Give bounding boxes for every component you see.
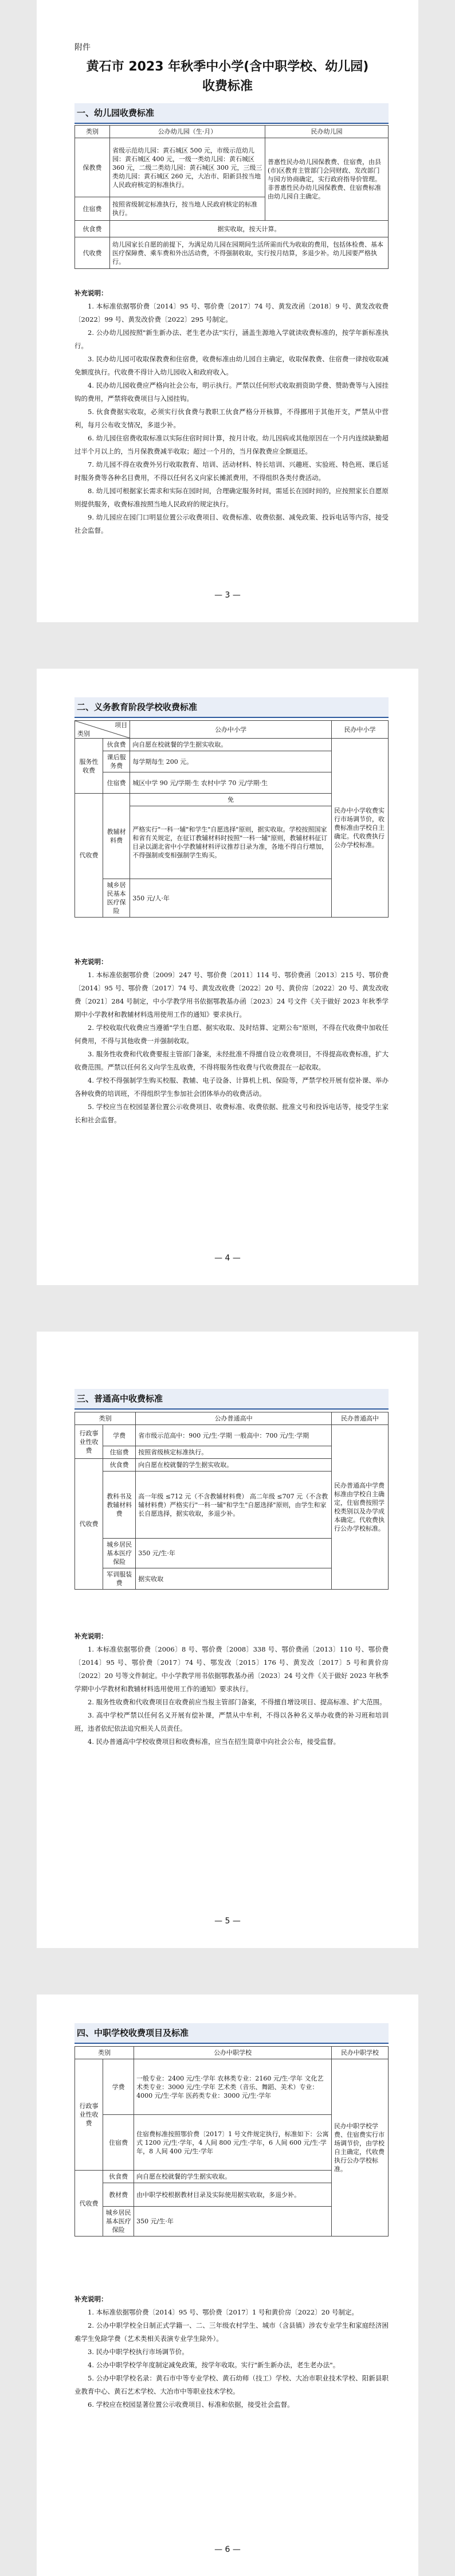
note-item: 5. 伙食费据实收取，必须实行伙食费与教职工伙食严格分开核算，不得挪用于其他开支，严禁从中营利，每月公布收支情况，多退少补。 xyxy=(74,408,389,429)
header-item: 项目 xyxy=(115,721,128,729)
note-item: 5. 公办中职学校名录：黄石市中等专业学校、黄石幼师（技工）学校、大冶市职业技术学校、阳新县职业教育中心、黄石艺术学校、大冶市中等职业技术学校。 xyxy=(74,2374,389,2395)
page-4 xyxy=(37,1995,418,2576)
note-item: 8. 幼儿园可根据家长需求和实际在园时间，合理确定服务时间，需延长在园时间的，应按照家长自愿原则提供服务，收费标准按照当地人民政府的规定执行。 xyxy=(74,487,389,508)
high-school-fee-table xyxy=(74,1412,389,1590)
col-category: 类别 xyxy=(75,2047,134,2059)
page-1 xyxy=(37,0,418,622)
col-public: 公办中职学校 xyxy=(134,2047,332,2059)
row-label: 城乡居民基本医疗保险 xyxy=(103,879,130,918)
col-category: 类别 xyxy=(75,1412,136,1425)
col-public: 公办中小学 xyxy=(130,721,332,739)
group-label: 代收费 xyxy=(75,2171,103,2237)
row-label: 伙食费 xyxy=(103,739,130,751)
section-1-heading: 一、幼儿园收费标准 xyxy=(74,103,389,124)
table-cell: 省级示范幼儿园：黄石城区 500 元，市级示范幼儿园：黄石城区 400 元，一级一类幼儿园：黄石城区 360 元，二级二类幼儿园：黄石城区 300 元，三级三类幼儿园：黄石城区 260 元，大冶市、阳新县按当地人民政府核定的标准执行。 xyxy=(110,138,265,197)
group-label: 服务性收费 xyxy=(75,739,103,794)
note-item: 4. 公办中职学校学年度制定减免政策，按学年收取。实行"新生新办法，老生老办法"。 xyxy=(88,2361,340,2369)
note-item: 4. 学校不得强制学生购买校服、教辅、电子设备、计算机上机、保险等，严禁学校开展有偿补课、举办各种收费的培训班，不得组织学生参加社会团体举办的收费活动。 xyxy=(74,1076,389,1098)
row-label: 军训服装费 xyxy=(103,1568,136,1590)
row-label: 伙食费 xyxy=(103,2171,134,2183)
table-cell: 普惠性民办幼儿园保教费、住宿费，由县(市)区教育主管部门会同财政、发改部门与园方协商确定，实行政府指导价管理。非普惠性民办幼儿园保教费、住宿费标准由幼儿园自主确定。 xyxy=(265,138,388,221)
section-4-heading: 四、中职学校收费项目及标准 xyxy=(74,2023,389,2044)
page-number: — 4 — xyxy=(214,1254,241,1263)
private-cell: 民办中小学收费实行市场调节价，收费标准由学校自主确定。代收费执行公办学校标准。 xyxy=(332,739,389,918)
table-cell: 一般专业：2400 元/生·学年 农林类专业：2160 元/生·学年 文化艺术类专业：3000 元/生·学年 艺术类（音乐、舞蹈、美术）专业：4000 元/生·学年 医药类专业：3000 元/生·学年 xyxy=(134,2059,332,2115)
page-number: — 5 — xyxy=(214,1917,241,1926)
table-cell: 按照省级制定标准执行，按当地人民政府核定的标准执行。 xyxy=(110,197,265,221)
group-label: 代收费 xyxy=(75,794,103,918)
notes-title: 补充说明： xyxy=(74,2295,108,2303)
note-item: 2. 学校收取代收费应当遵循"学生自愿、据实收取、及时结算、定期公布"原则，不得在代收费中加收任何费用，不得与其他收费一并强制收取。 xyxy=(74,1024,389,1045)
row-label: 住宿费 xyxy=(103,772,130,794)
row-label: 代收费 xyxy=(75,237,110,269)
doc-subtitle: 收费标准 xyxy=(202,79,253,93)
doc-title: 黄石市 2023 年秋季中小学(含中职学校、幼儿园) xyxy=(86,60,369,74)
page-number: — 6 — xyxy=(214,2545,241,2554)
group-label: 行政事业性收费 xyxy=(75,1425,103,1459)
note-item: 4. 民办普通高中学校收费项目和收费标准，应当在招生简章中向社会公布，接受监督。 xyxy=(88,1738,340,1746)
row-label: 教辅材料费 xyxy=(103,794,130,879)
vocational-fee-table xyxy=(74,2046,389,2237)
table-cell: 350 元/生·年 xyxy=(136,1539,332,1568)
note-item: 2. 服务性收费和代收费项目在收费前应当报主管部门备案，不得擅自增设项目、提高标准、扩大范围。 xyxy=(88,1698,386,1706)
table-cell: 城区中学 90 元/学期·生 农村中学 70 元/学期·生 xyxy=(130,772,332,794)
row-label: 教材费 xyxy=(103,2183,134,2207)
section-2-heading: 二、义务教育阶段学校收费标准 xyxy=(74,697,389,718)
note-item: 4. 民办幼儿园收费应严格向社会公布，明示执行。严禁以任何形式收取捐资助学费、赞助费等与入园挂钩的费用，严禁将收费项目与入园挂钩。 xyxy=(74,381,389,403)
row-label: 学费 xyxy=(103,1425,136,1446)
table-cell: 350 元/人·年 xyxy=(130,879,332,918)
attachment-label: 附件 xyxy=(74,43,91,52)
table-cell: 按照省级核定标准执行。 xyxy=(136,1446,332,1459)
note-item: 1. 本标准依据鄂价费〔2014〕95 号、鄂价费〔2017〕74 号、黄发改函〔2018〕9 号、黄发改收费〔2022〕99 号、黄发改价费〔2022〕295 号制定。 xyxy=(74,302,389,323)
group-label: 行政事业性收费 xyxy=(75,2059,103,2171)
notes-title: 补充说明： xyxy=(74,958,108,966)
table-cell: 向自愿在校就餐的学生据实收取。 xyxy=(130,739,332,751)
section-2-notes xyxy=(74,955,389,1127)
row-label: 课后服务费 xyxy=(103,751,130,772)
table-cell: 省市级示范高中：900 元/生·学期 一般高中：700 元/生·学期 xyxy=(136,1425,332,1446)
page-2 xyxy=(37,669,418,1285)
row-label: 保教费 xyxy=(75,138,110,197)
row-label: 伙食费 xyxy=(75,221,110,237)
note-item: 7. 幼儿园不得在收费外另行收取教育、培训、活动材料、特长培训、兴趣班、实验班、特色班、课后延时服务费等各种名目费用，不得以任何名义向家长摊派费用，不得组织各类付费活动。 xyxy=(74,460,389,482)
note-item: 1. 本标准依据鄂价费〔2006〕8 号、鄂价费〔2008〕338 号、鄂价费函〔2013〕110 号、鄂价费〔2014〕95 号、鄂价费〔2017〕74 号、鄂发改〔2015〕176 号、黄发改〔2017〕5 号和黄价房〔2022〕20 号等文件制定。中小学教学用书依据鄂教基办函〔2023〕24 号文件《关于做好 2023 年秋季学期中小学教材和教辅材料选用使用工作的通知》要求执行。 xyxy=(74,1645,389,1693)
notes-title: 补充说明： xyxy=(74,1632,108,1640)
col-private: 民办幼儿园 xyxy=(265,126,388,138)
col-private: 民办普通高中 xyxy=(332,1412,389,1425)
note-item: 3. 民办中职学校执行市场调节价。 xyxy=(88,2348,189,2356)
table-cell: 据实收取，按天计算。 xyxy=(110,221,389,237)
note-item: 3. 高中学校严禁以任何名义开展有偿补课，严禁从中牟利，不得以各种名义举办收费的补习班和培训班，违者依纪依法追究相关人员责任。 xyxy=(74,1711,389,1732)
note-item: 6. 学校应在校园显著位置公示收费项目、标准和依据，接受社会监督。 xyxy=(88,2401,294,2409)
diagonal-header xyxy=(75,721,130,739)
table-cell: 住宿费标准按照鄂价费〔2017〕1 号文件规定执行，标准如下：公寓式 1200 元/生·学年，4 人间 800 元/生·学年，6 人间 600 元/生·学年，8 人间 400 元/生·学年 xyxy=(134,2115,332,2171)
note-item: 2. 公办中职学校全日制正式学籍一、二、三年级农村学生、城市（含县镇）涉农专业学生和家庭经济困难学生免除学费（艺术类相关表演专业学生除外）。 xyxy=(74,2321,389,2343)
note-item: 5. 学校应当在校园显著位置公示收费项目、收费标准、收费依据、批准文号和投诉电话等，接受学生家长和社会监督。 xyxy=(74,1103,389,1124)
table-cell: 幼儿园家长自愿的前提下，为满足幼儿园在园期间生活所需而代为收取的费用，包括体检费、基本医疗保障费、乘车费和外出活动费，不得强制收取，实行按月结算，多退少补。幼儿园要严格执行。 xyxy=(110,237,389,269)
note-item: 2. 公办幼儿园按照"新生新办法、老生老办法"实行，涵盖生源地入学就读收费标准的，按学年新标准执行。 xyxy=(74,329,389,350)
table-cell: 由中职学校根据教材目录及实际使用据实收取，多退少补。 xyxy=(134,2183,332,2207)
note-item: 3. 服务性收费和代收费要报主管部门备案，未经批准不得擅自设立收费项目，不得提高收费标准，扩大收费范围。严禁以任何名义向学生乱收费，不得将服务性收费与代收费混在一起收取。 xyxy=(74,1050,389,1071)
header-category: 类别 xyxy=(77,730,90,737)
page-3 xyxy=(37,1332,418,1948)
note-item: 1. 本标准依据鄂价费〔2014〕95 号、鄂价费〔2017〕1 号和黄价房〔2022〕20 号制定。 xyxy=(88,2308,358,2316)
table-cell: 高一年级 ≤712 元（不含教辅材料费） 高二年级 ≤707 元（不含教辅材料费）严格实行"一科一辅"和学生"自愿选择"原则，由学生和家长自愿选择，据实收取，多退少补。 xyxy=(136,1472,332,1539)
row-label: 伙食费 xyxy=(103,1459,136,1472)
section-1-notes xyxy=(74,287,389,537)
group-label: 代收费 xyxy=(75,1459,103,1590)
section-3-notes xyxy=(74,1630,389,1748)
row-label: 教科书及教辅材料费 xyxy=(103,1472,136,1539)
row-label: 住宿费 xyxy=(75,197,110,221)
page-number: — 3 — xyxy=(214,591,241,600)
note-item: 1. 本标准依据鄂价费〔2009〕247 号、鄂价费〔2011〕114 号、鄂价费函〔2013〕215 号、鄂价费〔2014〕95 号、鄂价费〔2017〕74 号、黄发改收费〔2022〕20 号、黄价房〔2022〕20 号、黄发改收费〔2021〕284 号制定，中小学教学用书依据鄂教基办函〔2023〕24 号文件《关于做好 2023 年秋季学期中小学教材和教辅材料选用使用工作的通知》要求执行。 xyxy=(74,971,389,1018)
kindergarten-fee-table xyxy=(74,125,389,269)
row-label: 住宿费 xyxy=(103,2115,134,2171)
col-public: 公办幼儿园（生·月） xyxy=(110,126,265,138)
row-label: 城乡居民基本医疗保险 xyxy=(103,2207,134,2237)
col-private: 民办中小学 xyxy=(332,721,389,739)
row-label: 学费 xyxy=(103,2059,134,2115)
col-private: 民办中职学校 xyxy=(332,2047,389,2059)
table-cell: 每学期每生 200 元。 xyxy=(130,751,332,772)
note-item: 6. 幼儿园住宿费收取标准以实际住宿时间计算，按月计收。幼儿因病或其他原因在一个月内连续缺勤超过半个月以上的，当月保教费减半收取；超过一个月的，当月保教费应全额退还。 xyxy=(74,434,389,455)
table-cell: 严格实行"一科一辅"和学生"自愿选择"原则，据实收取。学校按照国家和省有关规定，在征订教辅材料时按照"一科一辅"原则，教辅材料征订目录以湖北省中小学教辅材料评议推荐目录为准，各地不得自行增加，不得强制或变相强制学生购买。 xyxy=(130,806,332,879)
private-cell: 民办普通高中学费标准由学校自主确定，住宿费按照学校类别以及办学成本确定。代收费执行公办学校标准。 xyxy=(332,1425,389,1590)
row-label: 住宿费 xyxy=(103,1446,136,1459)
table-cell: 350 元/生·年 xyxy=(134,2207,332,2237)
compulsory-edu-fee-table xyxy=(74,720,389,918)
section-4-notes xyxy=(74,2293,389,2411)
col-category: 类别 xyxy=(75,126,110,138)
notes-title: 补充说明： xyxy=(74,289,108,297)
table-cell: 向自愿在校就餐的学生据实收取。 xyxy=(136,1459,332,1472)
col-public: 公办普通高中 xyxy=(136,1412,332,1425)
note-item: 9. 幼儿园应在园门口明显位置公示收费项目、收费标准、收费依据、减免政策、投诉电话等内容，接受社会监督。 xyxy=(74,513,389,534)
table-cell: 据实收取 xyxy=(136,1568,332,1590)
table-cell: 向自愿在校就餐的学生据实收取。 xyxy=(134,2171,332,2183)
private-cell: 民办中职学校学费、住宿费实行市场调节价，由学校自主确定，代收费执行公办学校标准。 xyxy=(332,2059,389,2237)
row-label: 城乡居民基本医疗保险 xyxy=(103,1539,136,1568)
note-item: 3. 民办幼儿园可收取保教费和住宿费，收费标准由幼儿园自主确定，收取保教费、住宿费一律按收取减免额度执行。代收费不得计入幼儿园收入和政府收入。 xyxy=(74,355,389,376)
section-3-heading: 三、普通高中收费标准 xyxy=(74,1389,389,1410)
table-cell: 免 xyxy=(130,794,332,806)
